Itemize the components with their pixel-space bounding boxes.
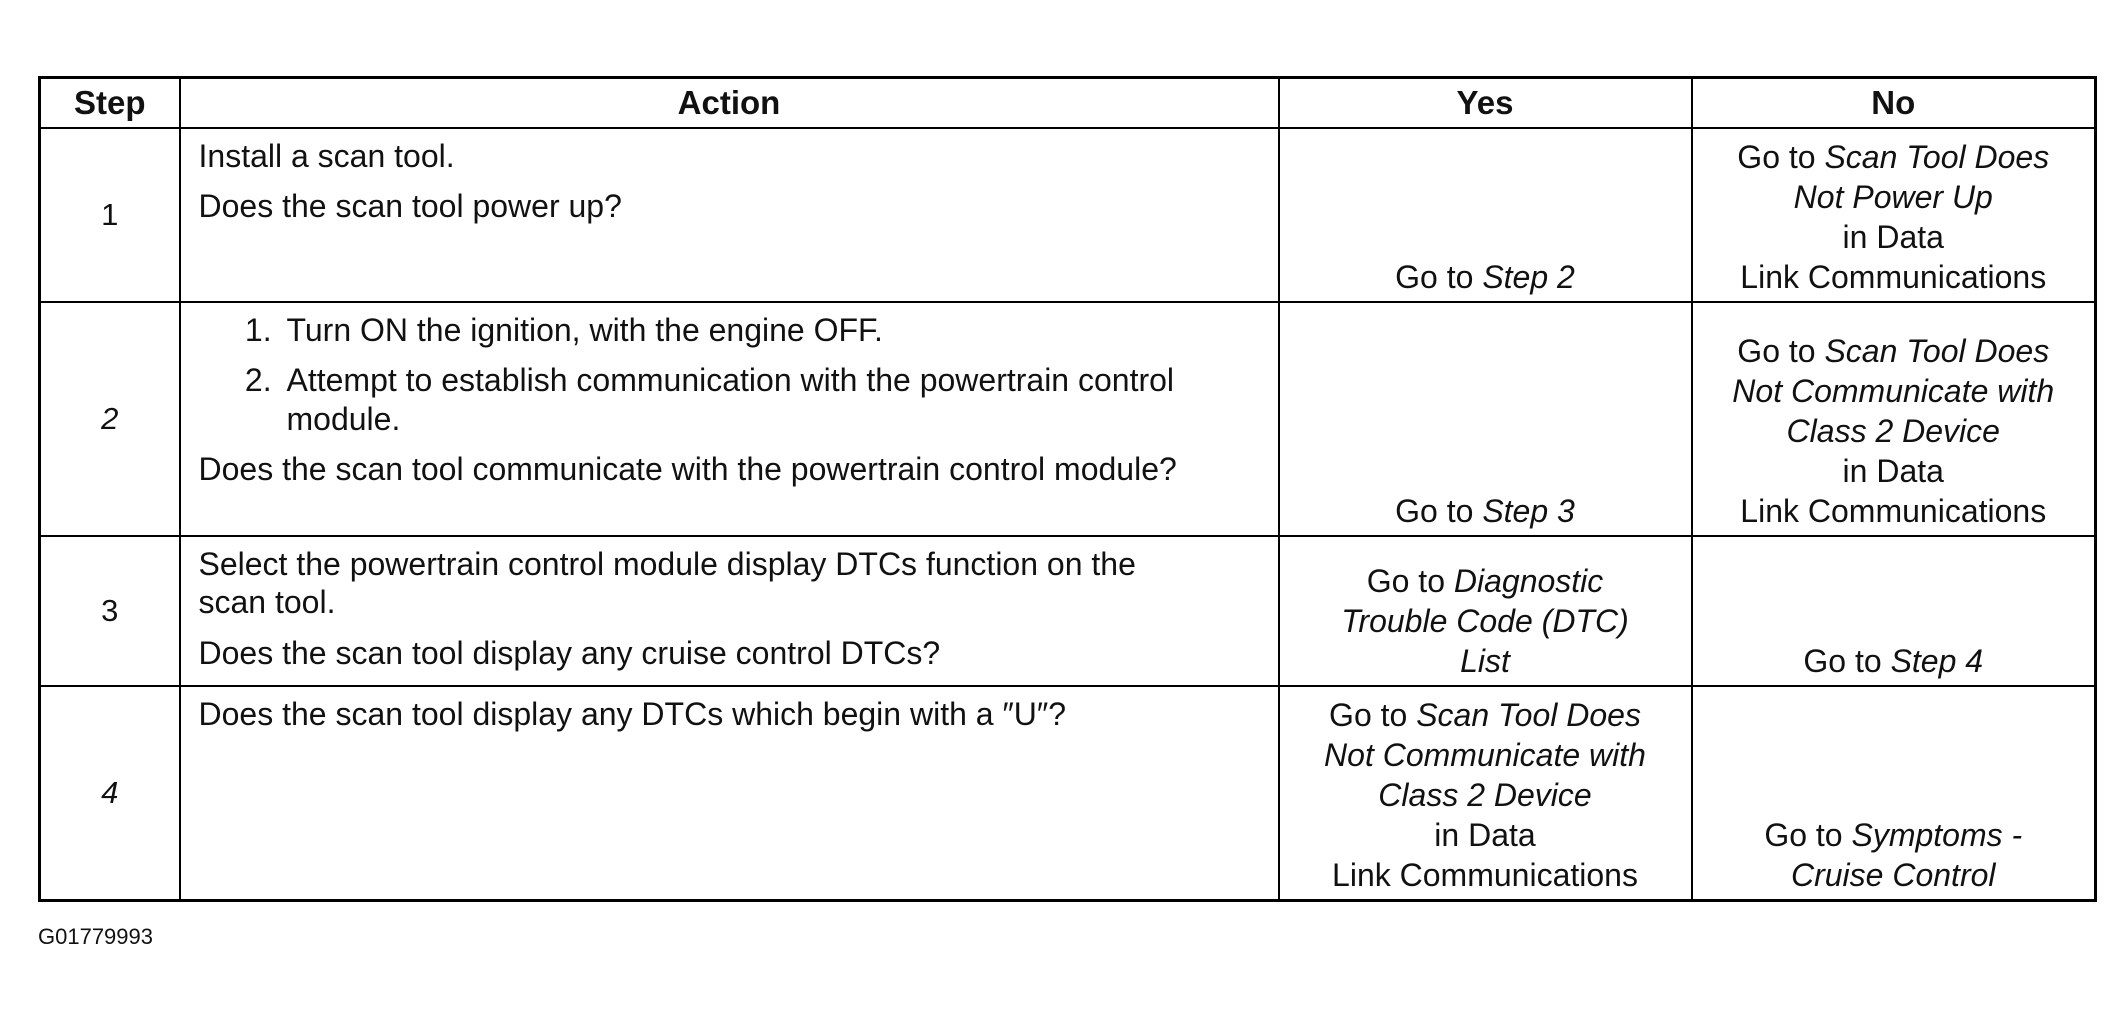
no-cell xyxy=(1692,302,2096,536)
yes-link-cont[interactable]: Class 2 Device xyxy=(1378,776,1592,813)
yes-prefix: Go to xyxy=(1329,696,1417,733)
no-text: Link Communications xyxy=(1740,259,2047,295)
action-cell xyxy=(180,686,1279,900)
no-cell xyxy=(1692,536,2096,686)
action-text: Install a scan tool. xyxy=(198,138,455,174)
no-cell xyxy=(1692,686,2096,900)
no-prefix: Go to xyxy=(1803,643,1891,679)
step-number: 1 xyxy=(40,128,180,302)
no-step-link[interactable]: Step 4 xyxy=(1890,643,1984,679)
action-cell xyxy=(180,536,1279,686)
yes-link[interactable]: Diagnostic xyxy=(1453,563,1604,599)
step-number: 2 xyxy=(40,302,180,536)
no-link-cont[interactable]: Cruise Control xyxy=(1790,856,1996,893)
table-row xyxy=(40,536,2096,686)
no-prefix: Go to xyxy=(1764,816,1852,853)
action-question: Does the scan tool display any DTCs which begin with a ″U″? xyxy=(198,696,1067,732)
list-item: 1. Turn ON the ignition, with the engine OFF. xyxy=(281,311,1260,349)
no-link-cont[interactable]: Class 2 Device xyxy=(1786,413,2000,449)
header-no: No xyxy=(1692,78,2096,129)
yes-prefix: Go to xyxy=(1366,563,1454,599)
yes-cell xyxy=(1279,536,1692,686)
table-row xyxy=(40,686,2096,900)
yes-step-link[interactable]: Step 3 xyxy=(1482,493,1575,529)
action-list xyxy=(199,311,1260,438)
action-cell xyxy=(180,302,1279,536)
no-prefix: Go to xyxy=(1737,333,1825,369)
header-row xyxy=(40,78,2096,129)
yes-cell xyxy=(1279,302,1692,536)
header-yes: Yes xyxy=(1279,78,1692,129)
no-text: in Data xyxy=(1842,219,1944,255)
step-number: 3 xyxy=(40,536,180,686)
action-cell xyxy=(180,128,1279,302)
table-row xyxy=(40,128,2096,302)
no-link[interactable]: Scan Tool Does xyxy=(1824,139,2050,175)
no-text: Link Communications xyxy=(1740,493,2047,529)
no-text: in Data xyxy=(1842,453,1944,489)
action-question: Does the scan tool power up? xyxy=(198,188,622,225)
list-item: 2. Attempt to establish communication with the powertrain control module. xyxy=(281,361,1260,438)
yes-link-cont[interactable]: Not Communicate with xyxy=(1324,736,1646,773)
yes-cell xyxy=(1279,128,1692,302)
yes-prefix: Go to xyxy=(1395,493,1483,529)
yes-text: Link Communications xyxy=(1332,856,1638,893)
yes-prefix: Go to xyxy=(1395,259,1483,295)
header-step: Step xyxy=(40,78,180,129)
no-link-cont[interactable]: Not Power Up xyxy=(1793,179,1993,215)
no-cell xyxy=(1692,128,2096,302)
yes-step-link[interactable]: Step 2 xyxy=(1482,259,1575,295)
action-question: Does the scan tool communicate with the powertrain control module? xyxy=(198,451,1177,488)
yes-link-cont[interactable]: List xyxy=(1460,643,1510,679)
diagnostic-table xyxy=(38,76,2097,902)
yes-cell xyxy=(1279,686,1692,900)
no-link[interactable]: Scan Tool Does xyxy=(1824,333,2050,369)
step-number: 4 xyxy=(40,686,180,900)
header-action: Action xyxy=(180,78,1279,129)
yes-link-cont[interactable]: Trouble Code (DTC) xyxy=(1341,603,1629,639)
table-row xyxy=(40,302,2096,536)
action-text: Select the powertrain control module display DTCs function on the scan tool. xyxy=(198,546,1136,621)
figure-id: G01779993 xyxy=(38,924,153,949)
no-link[interactable]: Symptoms - xyxy=(1851,816,2023,853)
no-prefix: Go to xyxy=(1737,139,1825,175)
no-link-cont[interactable]: Not Communicate with xyxy=(1732,373,2055,409)
yes-text: in Data xyxy=(1434,816,1536,853)
action-question: Does the scan tool display any cruise control DTCs? xyxy=(198,634,941,671)
yes-link[interactable]: Scan Tool Does xyxy=(1416,696,1641,733)
